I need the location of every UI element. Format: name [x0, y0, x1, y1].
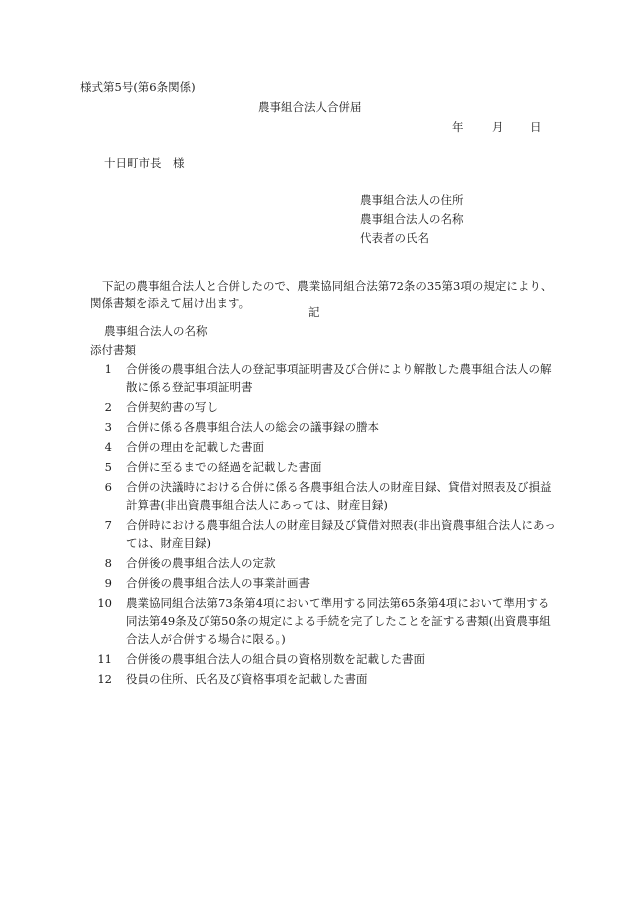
item-number: 1 — [104, 362, 112, 376]
item-text: 役員の住所、氏名及び資格事項を記載した書面 — [126, 672, 368, 686]
item-text: 合併契約書の写し — [126, 400, 218, 414]
attachment-list — [90, 360, 560, 690]
date-line — [452, 120, 542, 136]
item-text: 合併時における農事組合法人の財産目録及び貸借対照表(非出資農事組合法人にあっては、財産目録) — [126, 518, 556, 550]
form-number: 様式第5号(第6条関係) — [80, 80, 196, 94]
item-text: 合併に至るまでの経過を記載した書面 — [126, 460, 322, 474]
item-number: 7 — [104, 518, 112, 532]
attachment-item — [90, 360, 560, 396]
ki-heading: 記 — [308, 305, 320, 319]
item-text: 合併後の農事組合法人の登記事項証明書及び合併により解散した農事組合法人の解散に係る登記事項証明書 — [126, 362, 552, 394]
item-number: 6 — [104, 480, 112, 494]
attachment-item — [90, 650, 560, 668]
date-month: 月 — [492, 120, 504, 134]
addressee: 十日町市長 様 — [104, 156, 185, 170]
item-text: 合併後の農事組合法人の組合員の資格別数を記載した書面 — [126, 652, 425, 666]
item-number: 2 — [104, 400, 112, 414]
item-number: 10 — [97, 596, 112, 610]
document-title: 農事組合法人合併届 — [258, 100, 362, 114]
attachment-item — [90, 516, 560, 552]
item-number: 8 — [104, 556, 112, 570]
attachment-item — [90, 458, 560, 476]
attachment-item — [90, 478, 560, 514]
applicant-address-label: 農事組合法人の住所 — [360, 193, 464, 207]
date-year: 年 — [452, 120, 464, 134]
attachment-item — [90, 594, 560, 648]
body-paragraph: 下記の農事組合法人と合併したので、農業協同組合法第72条の35第3項の規定により、関係書類を添えて届け出ます。 — [90, 278, 553, 311]
attachment-item — [90, 574, 560, 592]
item-number: 11 — [97, 652, 112, 666]
item-text: 合併の理由を記載した書面 — [126, 440, 264, 454]
applicant-block — [360, 193, 464, 250]
item-number: 9 — [104, 576, 112, 590]
attachment-item — [90, 418, 560, 436]
item-number: 3 — [104, 420, 112, 434]
item-number: 4 — [104, 440, 112, 454]
item-text: 農業協同組合法第73条第4項において準用する同法第65条第4項において準用する同法第49条及び第50条の規定による手続を完了したことを証する書類(出資農事組合法人が合併する場合に限る。) — [126, 596, 551, 646]
item-number: 5 — [104, 460, 112, 474]
attachment-item — [90, 670, 560, 688]
representative-name-label: 代表者の氏名 — [360, 231, 429, 245]
item-text: 合併後の農事組合法人の事業計画書 — [126, 576, 310, 590]
item-text: 合併の決議時における合併に係る各農事組合法人の財産目録、貸借対照表及び損益計算書(非出資農事組合法人にあっては、財産目録) — [126, 480, 552, 512]
attachment-item — [90, 438, 560, 456]
applicant-name-label: 農事組合法人の名称 — [360, 212, 464, 226]
item-text: 合併に係る各農事組合法人の総会の議事録の謄本 — [126, 420, 379, 434]
date-day: 日 — [530, 120, 542, 134]
attachment-item — [90, 398, 560, 416]
corp-name-label: 農事組合法人の名称 — [104, 324, 208, 338]
attachment-item — [90, 554, 560, 572]
item-number: 12 — [97, 672, 112, 686]
attachments-label: 添付書類 — [90, 343, 136, 357]
item-text: 合併後の農事組合法人の定款 — [126, 556, 276, 570]
